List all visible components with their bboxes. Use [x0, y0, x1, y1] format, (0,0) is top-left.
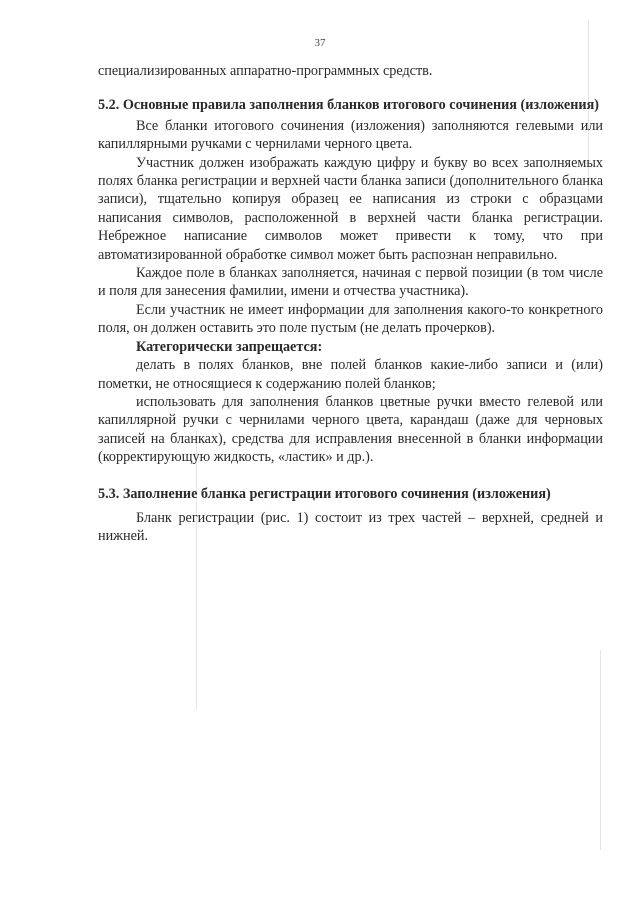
page-content — [98, 62, 603, 546]
paragraph: Каждое поле в бланках заполняется, начиная с первой позиции (в том числе и поля для занесения фамилии, имени и отчества участника). — [98, 265, 603, 300]
scan-artifact — [600, 650, 601, 850]
paragraph: Бланк регистрации (рис. 1) состоит из трех частей – верхней, средней и нижней. — [98, 509, 603, 545]
paragraph: Все бланки итогового сочинения (изложения) заполняются гелевыми или капиллярными ручками с чернилами черного цвета. — [98, 117, 603, 153]
section-heading-5-3: 5.3. Заполнение бланка регистрации итогового сочинения (изложения) — [98, 485, 551, 502]
prohibited-item: делать в полях бланков, вне полей бланков какие-либо записи и (или) пометки, не относящиеся к содержанию полей бланков; — [98, 357, 603, 392]
prohibited-label: Категорически запрещается: — [136, 338, 323, 355]
section-heading-5-2: 5.2. Основные правила заполнения бланков итогового сочинения (изложения) — [98, 97, 599, 114]
continuation-text: специализированных аппаратно-программных средств. — [98, 63, 433, 79]
page-number: 37 — [314, 37, 326, 49]
paragraph: Участник должен изображать каждую цифру и букву во всех заполняемых полях бланка регистрации и верхней части бланка записи (дополнительного бланка записи), тщательно копируя образец ее написания из строки с образцами написания символов, расположенной в верхней части бланка регистрации. Небрежное написание символов может привести к тому, что при автоматизированной обработке символ может быть распознан неправильно. — [98, 154, 603, 263]
paragraph: Если участник не имеет информации для заполнения какого-то конкретного поля, он должен оставить это поле пустым (не делать прочерков). — [98, 301, 603, 337]
prohibited-item: использовать для заполнения бланков цветные ручки вместо гелевой или капиллярной ручки с чернилами черного цвета, карандаш (даже для черновых записей на бланках), средства для исправления внесенной в бланки информации (корректирующую жидкость, «ластик» и др.). — [98, 393, 603, 466]
